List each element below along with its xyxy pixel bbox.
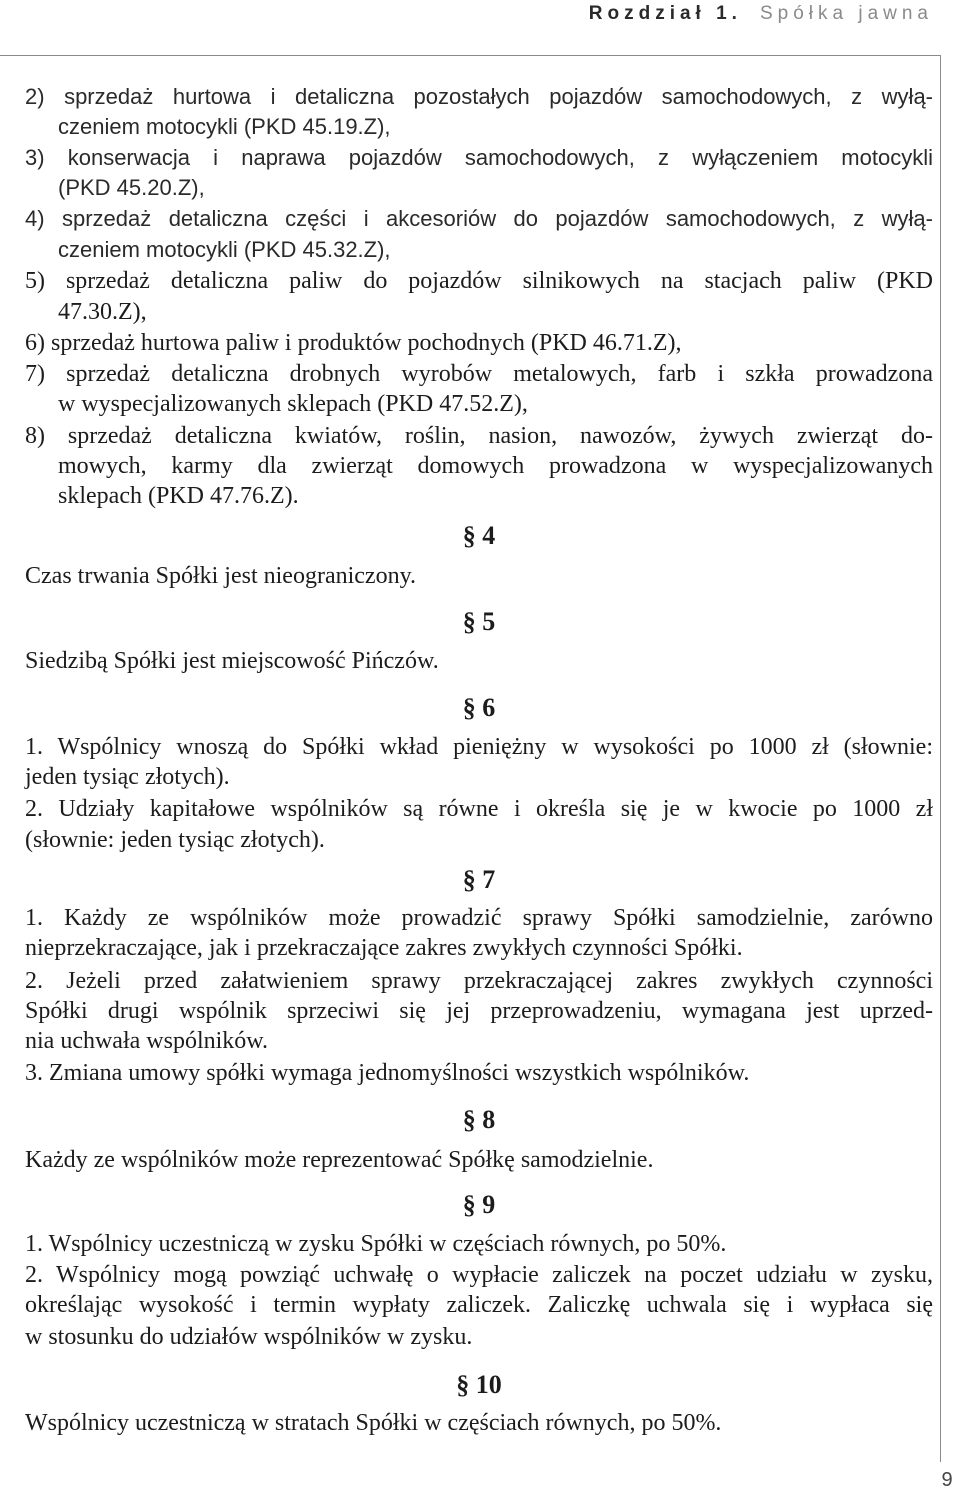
paragraph-line: 3. Zmiana umowy spółki wymaga jednomyślności wszystkich wspólników. bbox=[25, 1060, 750, 1086]
list-item-line: 7) sprzedaż detaliczna drobnych wyrobów metalowych, farb i szkła prowadzona bbox=[25, 361, 933, 387]
paragraph-line: 1. Każdy ze wspólników może prowadzić sprawy Spółki samodzielnie, zarówno bbox=[25, 905, 933, 931]
chapter-title: Spółka jawna bbox=[759, 3, 933, 24]
list-item-line: 3) konserwacja i naprawa pojazdów samochodowych, z wyłączeniem motocykli bbox=[25, 145, 933, 170]
paragraph-line: 2. Jeżeli przed załatwieniem sprawy przekraczającej zakres zwykłych czynności bbox=[25, 968, 933, 994]
margin-rule bbox=[940, 55, 941, 1462]
page-number: 9 bbox=[941, 1469, 953, 1491]
paragraph-line: określając wysokość i termin wypłaty zaliczek. Zaliczkę uchwala się i wypłaca się bbox=[25, 1292, 933, 1318]
section-heading: § 4 bbox=[462, 521, 496, 550]
paragraph-line: w stosunku do udziałów wspólników w zysku. bbox=[25, 1324, 473, 1350]
paragraph-line: Każdy ze wspólników może reprezentować Spółkę samodzielnie. bbox=[25, 1147, 654, 1173]
list-item-line: 4) sprzedaż detaliczna części i akcesoriów do pojazdów samochodowych, z wyłą- bbox=[25, 206, 933, 231]
list-item-line: 5) sprzedaż detaliczna paliw do pojazdów silnikowych na stacjach paliw (PKD bbox=[25, 268, 933, 294]
list-item-line: 6) sprzedaż hurtowa paliw i produktów pochodnych (PKD 46.71.Z), bbox=[25, 330, 682, 356]
list-item-line: mowych, karmy dla zwierząt domowych prowadzona w wyspecjalizowanych bbox=[58, 453, 933, 479]
paragraph-line: nieprzekraczające, jak i przekraczające zakres zwykłych czynności Spółki. bbox=[25, 935, 743, 961]
paragraph-line: 2. Wspólnicy mogą powziąć uchwałę o wypłacie zaliczek na poczet udziału w zysku, bbox=[25, 1262, 933, 1288]
paragraph-line: Czas trwania Spółki jest nieograniczony. bbox=[25, 563, 417, 589]
list-item-line: 2) sprzedaż hurtowa i detaliczna pozostałych pojazdów samochodowych, z wyłą- bbox=[25, 84, 933, 109]
paragraph-line: Wspólnicy uczestniczą w stratach Spółki w częściach równych, po 50%. bbox=[25, 1410, 722, 1436]
paragraph-line: nia uchwała wspólników. bbox=[25, 1028, 269, 1054]
section-heading: § 9 bbox=[462, 1190, 496, 1219]
section-heading: § 10 bbox=[456, 1370, 502, 1399]
list-item-line: w wyspecjalizowanych sklepach (PKD 47.52.Z), bbox=[58, 391, 528, 417]
list-item-line: czeniem motocykli (PKD 45.19.Z), bbox=[58, 114, 391, 139]
paragraph-line: 2. Udziały kapitałowe wspólników są równe i określa się je w kwocie po 1000 zł bbox=[25, 796, 933, 822]
section-heading: § 7 bbox=[462, 865, 496, 894]
list-item-line: 47.30.Z), bbox=[58, 299, 147, 325]
paragraph-line: (słownie: jeden tysiąc złotych). bbox=[25, 827, 325, 853]
paragraph-line: 1. Wspólnicy uczestniczą w zysku Spółki w częściach równych, po 50%. bbox=[25, 1231, 727, 1257]
list-item-line: sklepach (PKD 47.76.Z). bbox=[58, 483, 299, 509]
list-item-line: 8) sprzedaż detaliczna kwiatów, roślin, nasion, nawozów, żywych zwierząt do- bbox=[25, 423, 933, 449]
section-heading: § 6 bbox=[462, 693, 496, 722]
list-item-line: czeniem motocykli (PKD 45.32.Z), bbox=[58, 237, 391, 262]
paragraph-line: jeden tysiąc złotych). bbox=[25, 764, 230, 790]
paragraph-line: Siedzibą Spółki jest miejscowość Pińczów. bbox=[25, 648, 439, 674]
section-heading: § 8 bbox=[462, 1105, 496, 1134]
header-rule bbox=[0, 55, 940, 56]
chapter-label: Rozdział 1. bbox=[588, 3, 742, 24]
section-heading: § 5 bbox=[462, 607, 496, 636]
list-item-line: (PKD 45.20.Z), bbox=[58, 175, 205, 200]
running-header bbox=[589, 0, 933, 28]
paragraph-line: 1. Wspólnicy wnoszą do Spółki wkład pieniężny w wysokości po 1000 zł (słownie: bbox=[25, 734, 933, 760]
paragraph-line: Spółki drugi wspólnik sprzeciwi się jej przeprowadzeniu, wymagana jest uprzed- bbox=[25, 998, 933, 1024]
